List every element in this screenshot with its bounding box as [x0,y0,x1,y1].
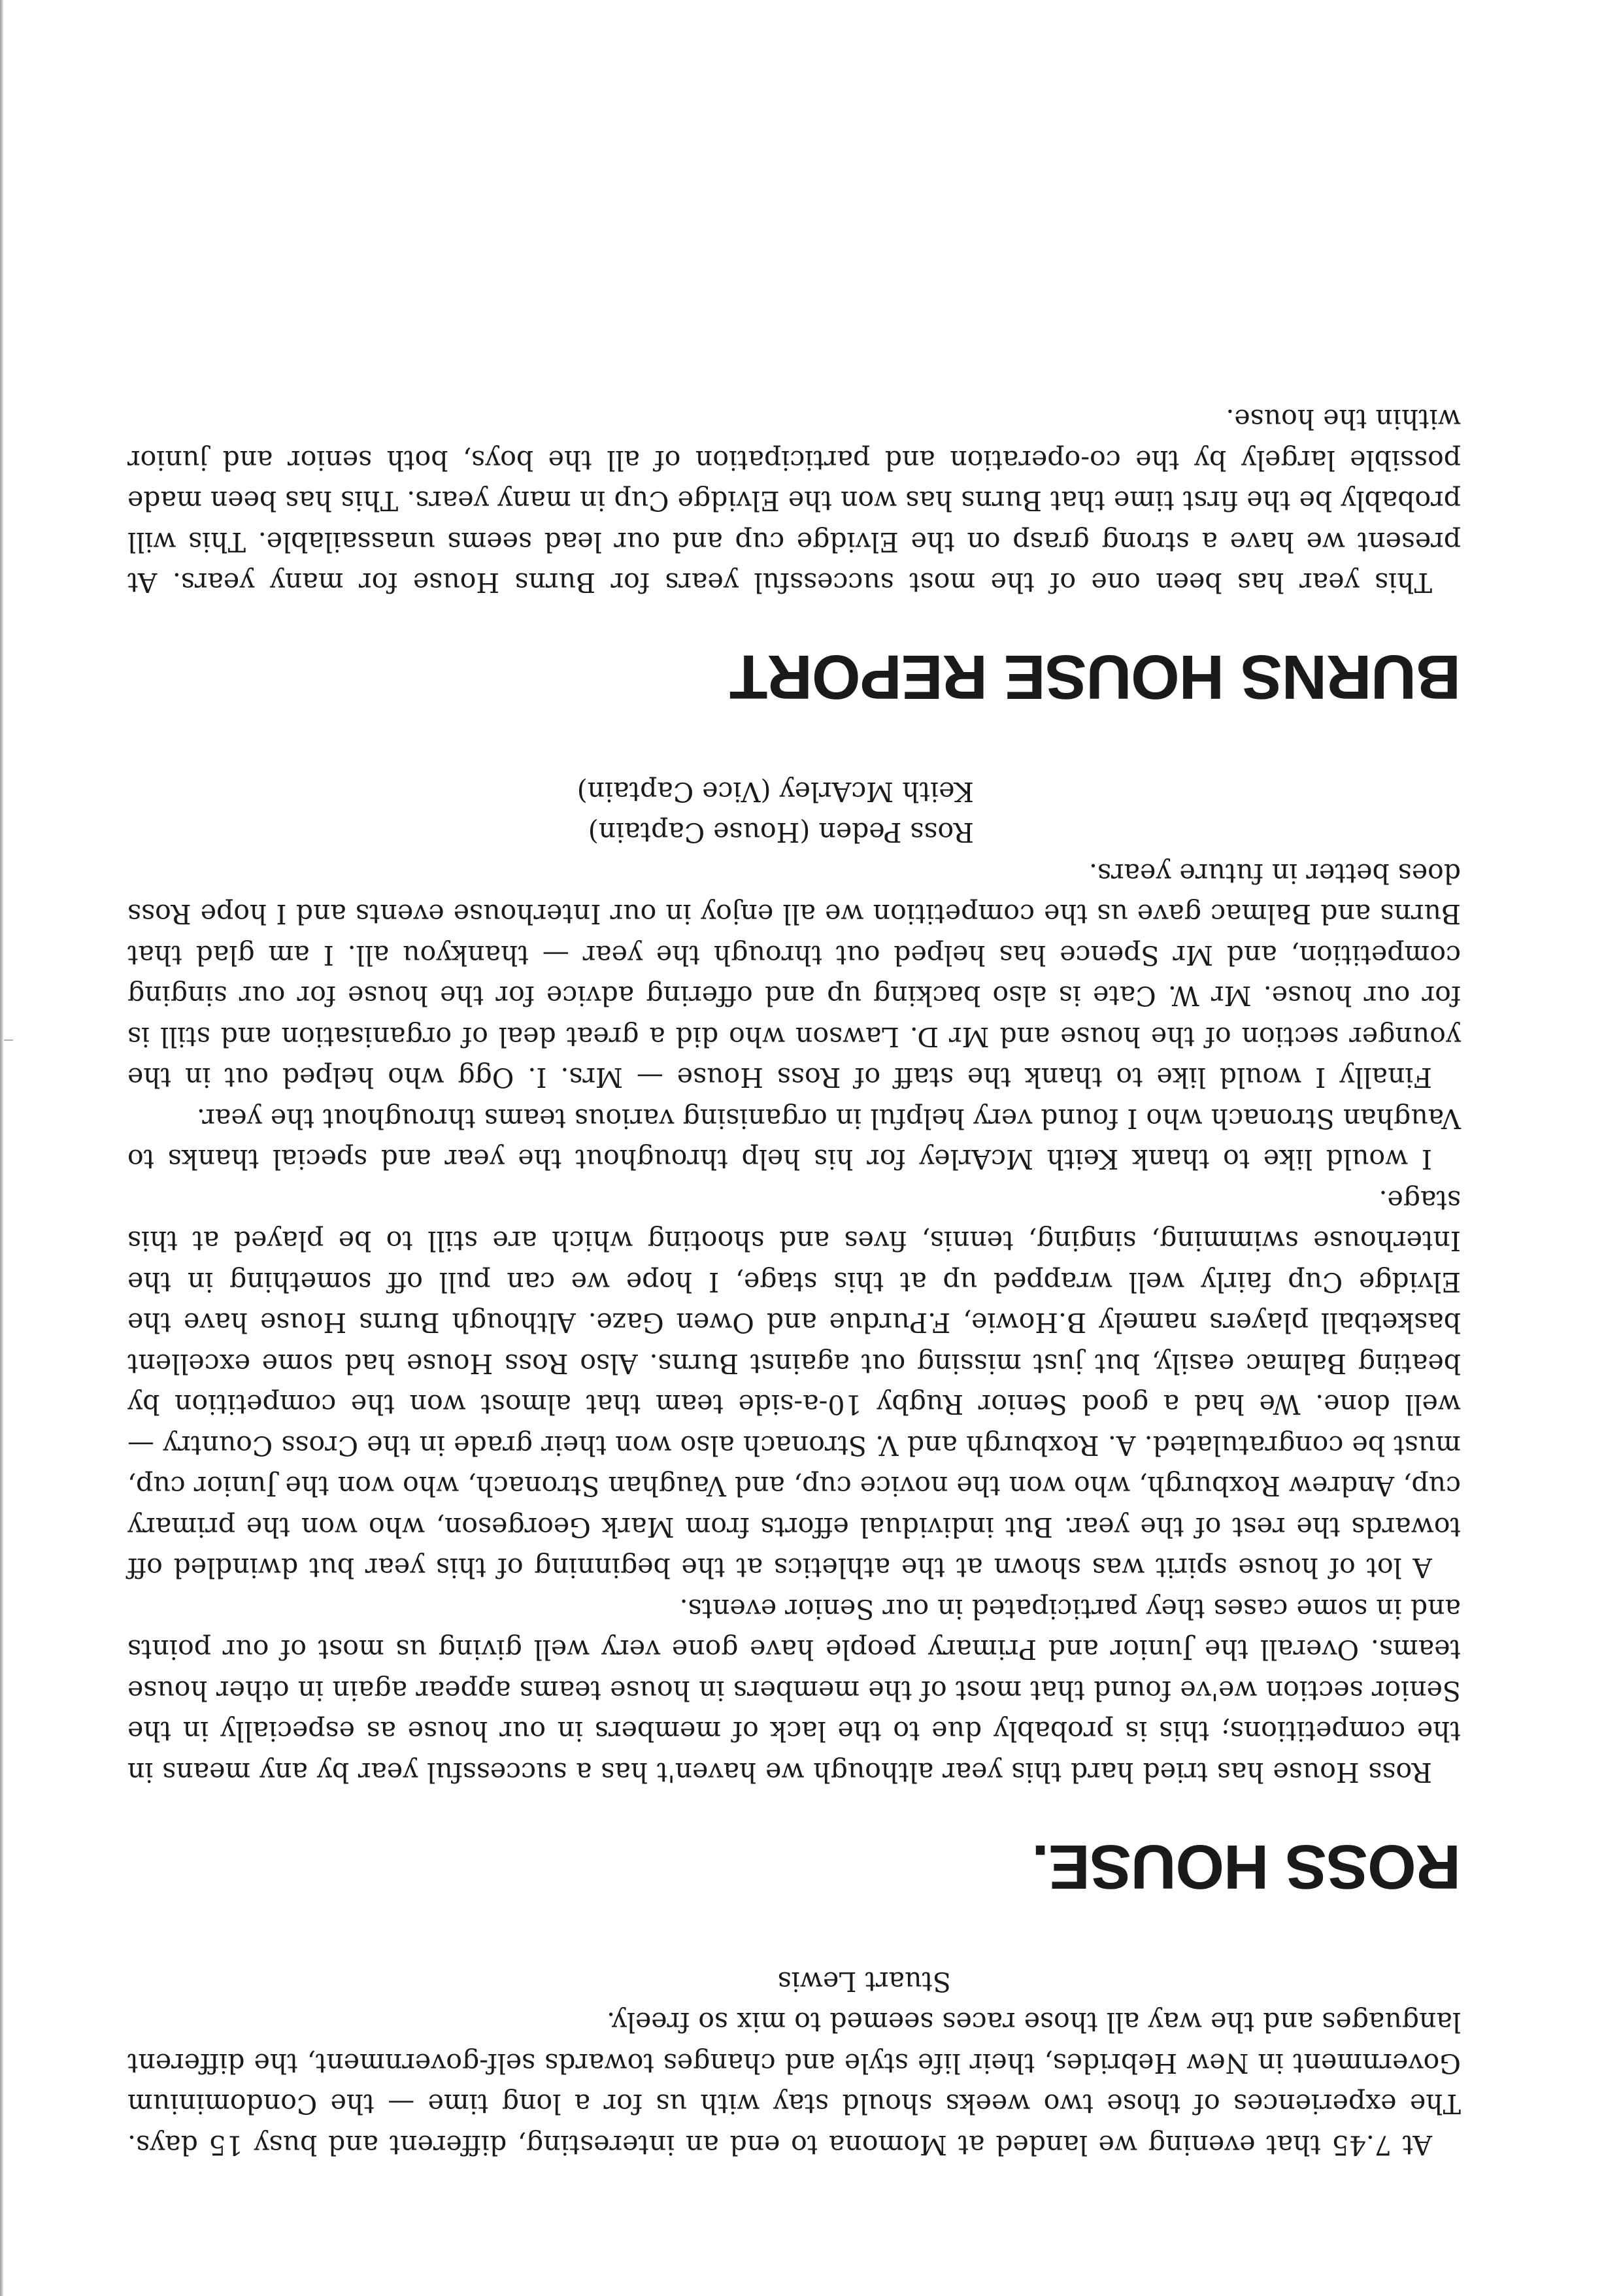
ross-paragraph-4: Finally I would like to thank the staff of Ross House — Mrs. I. Ogg who helped out in the younger section of the house and Mr D. Lawson who did a great deal of organisation and still is for our house. Mr W. Cate is also backing up and offering advice for the house for our singing competition, and Mr Spence has helped out through the year — thankyou all. I am glad that Burns and Balmac gave us the competition we all enjoy in our Interhouse events and I hope Ross does better in future years. [127,858,1461,1094]
vice-captain-signature: Keith McArley (Vice Captain) [577,776,974,808]
intro-paragraph: At 7.45 that evening we landed at Momona to end an interesting, different and busy 15 days. The experiences of those two weeks should stay with us for a long time — the Condominium Government in New Hebrides, their life style and changes towards self-government, the different languages and the way all those races seemed to mix so freely. [127,2006,1461,2161]
burns-house-heading: BURNS HOUSE REPORT [729,642,1461,713]
ross-house-heading: ROSS HOUSE. [1032,1832,1461,1902]
page-content [127,399,1461,2165]
intro-section [127,1961,1461,2165]
spacer [127,603,1461,641]
burns-paragraph-1: This year has been one of the most successful years for Burns House for many years. At present we have a strong grasp on the Elvidge cup and our lead seems unassailable. This will probably be the first time that Burns has won the Elvidge Cup in many years. This has been made possible largely by the co-operation and participation of all the boys, both senior and junior within the house. [127,403,1461,599]
intro-signature [127,1961,1461,2002]
ross-house-section [127,772,1461,1903]
burns-house-section [127,399,1461,713]
ross-paragraph-2: A lot of house spirit was shown at the athletics at the beginning of this year but dwindled off towards the rest of the year. But individual efforts from Mark Georgeson, who won the primary cup, Andrew Roxburgh, who won the novice cup, and Vaughan Stronach, who won the Junior cup, must be congratulated. A. Roxburgh and V. Stronach also won their grade in the Cross Country — well done. We had a good Senior Rugby 10-a-side team that almost won the competition by beating Balmac easily, but just missing out against Burns. Also Ross House had some excellent basketball players namely B.Howie, F.Purdue and Owen Gaze. Although Burns House have the Elvidge Cup fairly well wrapped up at this stage, I hope we can pull off something in the Interhouse swimming, singing, tennis, fives and shooting which are still to be played at this stage. [127,1185,1461,1584]
ross-signatures [127,772,1461,853]
intro-author: Stuart Lewis [777,1966,951,1997]
spacer [127,713,1461,772]
ross-paragraph-1: Ross House has tried hard this year although we haven't has a successful year by any means in the competitions; this is probably due to the lack of members in our house as especially in the Senior section we've found that most of the members in house teams appear again in other house teams. Overall the Junior and Primary people have gone very well giving us most of our points and in some cases they participated in our Senior events. [127,1593,1461,1788]
spacer [127,1793,1461,1831]
house-captain-signature: Ross Peden (House Captain) [588,817,974,849]
spacer [127,1902,1461,1961]
ross-paragraph-3: I would like to thank Keith McArley for his help throughout the year and special thanks to Vaughan Stronach who I found very helpful in organising various teams throughout the year. [127,1103,1461,1175]
